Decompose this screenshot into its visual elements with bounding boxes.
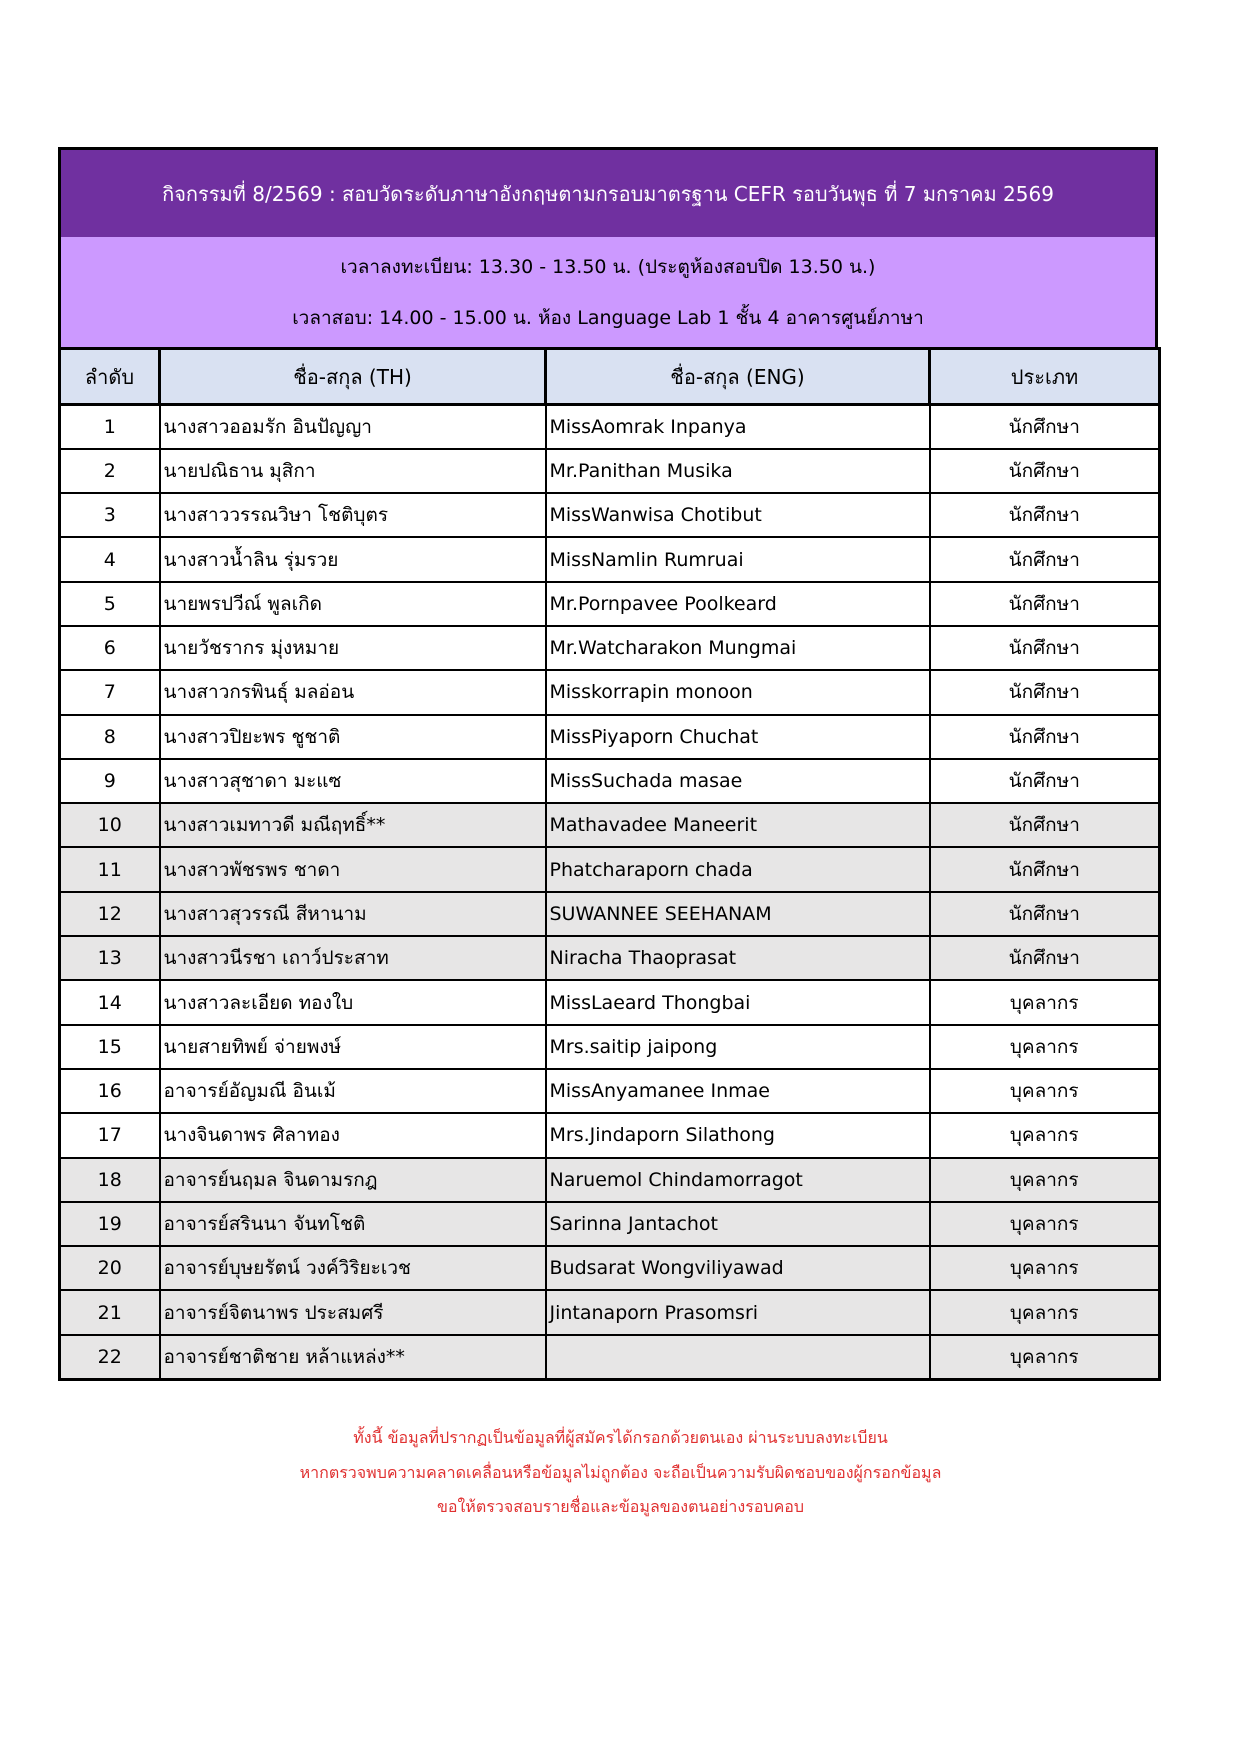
name-th: นายสายทิพย์ จ่ายพงษ์ — [160, 1025, 546, 1069]
participant-type: นักศึกษา — [930, 759, 1160, 803]
table-row — [60, 1158, 1160, 1202]
participant-type: นักศึกษา — [930, 626, 1160, 670]
participant-type: บุคลากร — [930, 1290, 1160, 1334]
row-number: 10 — [60, 803, 160, 847]
row-number: 21 — [60, 1290, 160, 1334]
name-th: นางจินดาพร ศิลาทอง — [160, 1113, 546, 1157]
name-en: Mr.Pornpavee Poolkeard — [546, 582, 930, 626]
name-th: นางสาวเมทาวดี มณีฤทธิ์** — [160, 803, 546, 847]
name-en: MissSuchada masae — [546, 759, 930, 803]
name-en: MissPiyaporn Chuchat — [546, 715, 930, 759]
activity-title-band — [58, 147, 1158, 237]
name-th: นางสาววรรณวิษา โชติบุตร — [160, 493, 546, 537]
column-header-type: ประเภท — [930, 349, 1160, 405]
activity-title: กิจกรรมที่ 8/2569 : สอบวัดระดับภาษาอังกฤษตามกรอบมาตรฐาน CEFR รอบวันพุธ ที่ 7 มกราคม 2569 — [162, 181, 1054, 206]
name-th: นางสาวกรพินธุ์ มลอ่อน — [160, 670, 546, 714]
participant-type: นักศึกษา — [930, 493, 1160, 537]
table-row — [60, 1335, 1160, 1379]
table-row — [60, 1246, 1160, 1290]
participant-type: บุคลากร — [930, 1246, 1160, 1290]
name-th: นางสาวสุวรรณี สีหานาม — [160, 892, 546, 936]
name-th: นายพรปวีณ์ พูลเกิด — [160, 582, 546, 626]
name-en: Mathavadee Maneerit — [546, 803, 930, 847]
table-row — [60, 847, 1160, 891]
participant-table — [58, 347, 1161, 1381]
registration-time: เวลาลงทะเบียน: 13.30 - 13.50 น. (ประตูห้องสอบปิด 13.50 น.) — [340, 255, 876, 278]
name-th: นางสาวละเอียด ทองใบ — [160, 980, 546, 1024]
disclaimer-line: ขอให้ตรวจสอบรายชื่อและข้อมูลของตนอย่างรอบคอบ — [436, 1497, 805, 1516]
registration-sheet — [58, 147, 1158, 1381]
table-row — [60, 1069, 1160, 1113]
name-en: MissAomrak Inpanya — [546, 405, 930, 449]
column-header-name-en: ชื่อ-สกุล (ENG) — [546, 349, 930, 405]
disclaimer-line: หากตรวจพบความคลาดเคลื่อนหรือข้อมูลไม่ถูกต้อง จะถือเป็นความรับผิดชอบของผู้กรอกข้อมูล — [299, 1462, 942, 1482]
name-en: Misskorrapin monoon — [546, 670, 930, 714]
exam-time-location: เวลาสอบ: 14.00 - 15.00 น. ห้อง Language Lab 1 ชั้น 4 อาคารศูนย์ภาษา — [292, 306, 924, 329]
participant-type: นักศึกษา — [930, 892, 1160, 936]
table-row — [60, 715, 1160, 759]
name-en: Niracha Thaoprasat — [546, 936, 930, 980]
name-en: Mrs.Jindaporn Silathong — [546, 1113, 930, 1157]
participant-type: บุคลากร — [930, 980, 1160, 1024]
participant-type: นักศึกษา — [930, 582, 1160, 626]
row-number: 6 — [60, 626, 160, 670]
name-en: Mr.Panithan Musika — [546, 449, 930, 493]
row-number: 12 — [60, 892, 160, 936]
name-th: อาจารย์อัญมณี อินเม้ — [160, 1069, 546, 1113]
participant-type: บุคลากร — [930, 1335, 1160, 1379]
name-th: นางสาวปิยะพร ชูชาติ — [160, 715, 546, 759]
table-row — [60, 1202, 1160, 1246]
name-th: อาจารย์สรินนา จันทโชติ — [160, 1202, 546, 1246]
table-row — [60, 626, 1160, 670]
row-number: 14 — [60, 980, 160, 1024]
name-th: นายปณิธาน มุสิกา — [160, 449, 546, 493]
table-row — [60, 1113, 1160, 1157]
participant-type: นักศึกษา — [930, 936, 1160, 980]
name-en — [546, 1335, 930, 1379]
participant-type: นักศึกษา — [930, 405, 1160, 449]
name-th: อาจารย์จิตนาพร ประสมศรี — [160, 1290, 546, 1334]
row-number: 3 — [60, 493, 160, 537]
participant-type: นักศึกษา — [930, 449, 1160, 493]
participant-type: นักศึกษา — [930, 715, 1160, 759]
row-number: 17 — [60, 1113, 160, 1157]
table-row — [60, 803, 1160, 847]
name-en: MissLaeard Thongbai — [546, 980, 930, 1024]
name-th: นางสาวพัชรพร ชาดา — [160, 847, 546, 891]
name-en: Budsarat Wongviliyawad — [546, 1246, 930, 1290]
participant-type: บุคลากร — [930, 1025, 1160, 1069]
disclaimer-note — [0, 1424, 1241, 1528]
table-row — [60, 936, 1160, 980]
name-en: Mr.Watcharakon Mungmai — [546, 626, 930, 670]
row-number: 11 — [60, 847, 160, 891]
name-en: Phatcharaporn chada — [546, 847, 930, 891]
name-th: นางสาวนีรชา เถาว์ประสาท — [160, 936, 546, 980]
schedule-info-band — [58, 237, 1158, 347]
participant-type: บุคลากร — [930, 1069, 1160, 1113]
name-th: นางสาวน้ำลิน รุ่มรวย — [160, 537, 546, 581]
name-th: นายวัชรากร มุ่งหมาย — [160, 626, 546, 670]
name-en: MissNamlin Rumruai — [546, 537, 930, 581]
participant-type: นักศึกษา — [930, 537, 1160, 581]
row-number: 22 — [60, 1335, 160, 1379]
row-number: 1 — [60, 405, 160, 449]
name-en: SUWANNEE SEEHANAM — [546, 892, 930, 936]
row-number: 20 — [60, 1246, 160, 1290]
table-row — [60, 449, 1160, 493]
name-en: Naruemol Chindamorragot — [546, 1158, 930, 1202]
table-row — [60, 493, 1160, 537]
participant-type: บุคลากร — [930, 1202, 1160, 1246]
row-number: 9 — [60, 759, 160, 803]
name-th: อาจารย์ชาติชาย หล้าแหล่ง** — [160, 1335, 546, 1379]
column-header-row — [60, 349, 1160, 405]
column-header-order: ลำดับ — [60, 349, 160, 405]
row-number: 15 — [60, 1025, 160, 1069]
row-number: 5 — [60, 582, 160, 626]
disclaimer-line: ทั้งนี้ ข้อมูลที่ปรากฏเป็นข้อมูลที่ผู้สมัครได้กรอกด้วยตนเอง ผ่านระบบลงทะเบียน — [353, 1428, 888, 1447]
row-number: 2 — [60, 449, 160, 493]
table-row — [60, 537, 1160, 581]
name-en: Mrs.saitip jaipong — [546, 1025, 930, 1069]
table-row — [60, 670, 1160, 714]
name-en: MissAnyamanee Inmae — [546, 1069, 930, 1113]
name-th: อาจารย์นฤมล จินดามรกฎ — [160, 1158, 546, 1202]
name-en: Jintanaporn Prasomsri — [546, 1290, 930, 1334]
table-row — [60, 582, 1160, 626]
row-number: 13 — [60, 936, 160, 980]
row-number: 16 — [60, 1069, 160, 1113]
table-row — [60, 980, 1160, 1024]
column-header-name-th: ชื่อ-สกุล (TH) — [160, 349, 546, 405]
row-number: 18 — [60, 1158, 160, 1202]
participant-type: บุคลากร — [930, 1158, 1160, 1202]
name-th: นางสาวสุชาดา มะแซ — [160, 759, 546, 803]
participant-type: บุคลากร — [930, 1113, 1160, 1157]
name-th: นางสาวออมรัก อินปัญญา — [160, 405, 546, 449]
table-row — [60, 405, 1160, 449]
name-en: MissWanwisa Chotibut — [546, 493, 930, 537]
participant-type: นักศึกษา — [930, 670, 1160, 714]
table-row — [60, 1025, 1160, 1069]
row-number: 7 — [60, 670, 160, 714]
participant-type: นักศึกษา — [930, 847, 1160, 891]
name-th: อาจารย์บุษยรัตน์ วงค์วิริยะเวช — [160, 1246, 546, 1290]
table-row — [60, 759, 1160, 803]
row-number: 8 — [60, 715, 160, 759]
row-number: 19 — [60, 1202, 160, 1246]
row-number: 4 — [60, 537, 160, 581]
name-en: Sarinna Jantachot — [546, 1202, 930, 1246]
table-row — [60, 1290, 1160, 1334]
table-row — [60, 892, 1160, 936]
participant-type: นักศึกษา — [930, 803, 1160, 847]
